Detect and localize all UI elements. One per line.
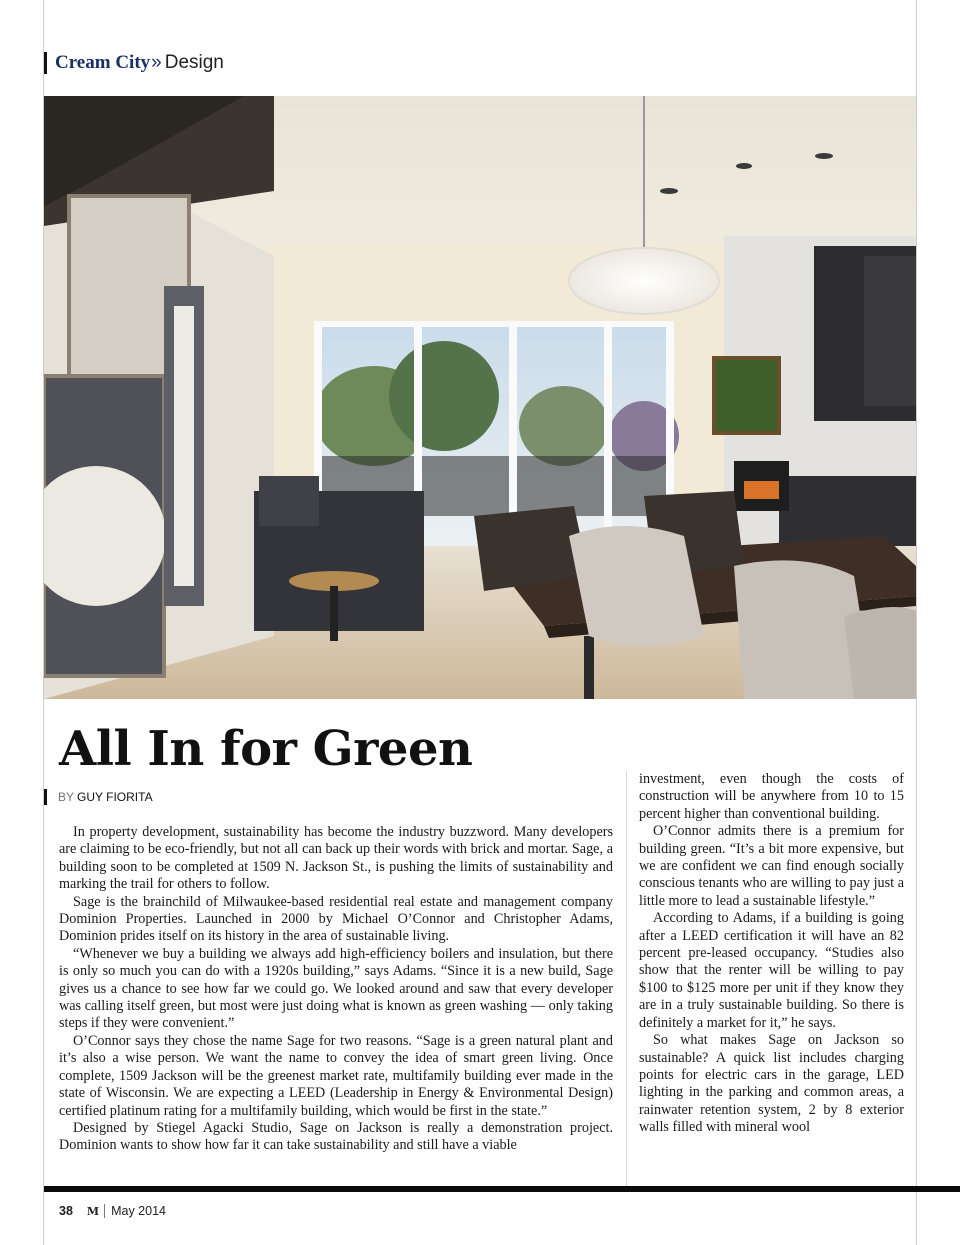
article-column-left xyxy=(59,824,613,1155)
paragraph: “Whenever we buy a building we always add high-efficiency boilers and insulation, but there is only so much you can do with a 1920s building,” says Adams. “Since it is a new build, Sage gives us a chance to see how far we could go. We looked around and saw that every developer was calling itself green, but most were just doing what is known as green washing — only taking steps if they were convenient.” xyxy=(59,945,613,1032)
section-separator: » xyxy=(151,52,162,73)
byline-prefix: BY xyxy=(58,790,75,804)
byline-bar xyxy=(44,789,47,805)
paragraph: Designed by Stiegel Agacki Studio, Sage on Jackson is really a demonstration project. Dominion wants to show how far it can take sustainability and still have a viable xyxy=(59,1119,613,1154)
footer-separator xyxy=(104,1204,105,1218)
section-brand: Cream City xyxy=(55,52,151,73)
byline-author: GUY FIORITA xyxy=(77,790,153,804)
page-number: 38 xyxy=(59,1204,73,1218)
article-column-right xyxy=(639,771,904,1137)
page-footer xyxy=(59,1202,166,1220)
byline xyxy=(44,788,153,806)
section-header xyxy=(44,50,224,76)
magazine-logo: M xyxy=(86,1204,100,1218)
paragraph: O’Connor says they chose the name Sage for two reasons. “Sage is a green natural plant and it’s also a wise person. We want the name to convey the idea of smart green living. Once complete, 1509 Jackson will be the greenest market rate, multifamily building ever made in the state of Wisconsin. We are expecting a LEED (Leadership in Energy & Environmental Design) certified platinum rating for a multifamily building, which would be first in the state.” xyxy=(59,1032,613,1119)
paragraph: So what makes Sage on Jackson so sustainable? A quick list includes charging points for electric cars in the garage, LED lighting in the parking and common areas, a rainwater retention system, 2 by 8 exterior walls filled with mineral wool xyxy=(639,1032,904,1136)
paragraph: In property development, sustainability has become the industry buzzword. Many developers are claiming to be eco-friendly, but not all can back up their words with brick and mortar. Sage, a building soon to be completed at 1509 N. Jackson St., is pushing the limits of sustainability and marking the trail for others to follow. xyxy=(59,824,613,893)
paragraph: O’Connor admits there is a premium for building green. “It’s a bit more expensive, but we are confident we can find enough socially conscious tenants who are willing to pay just a little more to lead a sustainable lifestyle.” xyxy=(639,823,904,909)
footer-rule xyxy=(44,1186,960,1192)
column-divider xyxy=(626,771,627,1187)
section-bar xyxy=(44,52,47,74)
paragraph: investment, even though the costs of construction will be anywhere from 10 to 15 percent higher than conventional building. xyxy=(639,771,904,822)
section-name: Design xyxy=(164,52,224,73)
paragraph: According to Adams, if a building is going after a LEED certification it will have an 82 percent pre-leased occupancy. “Studies also show that the renter will be willing to pay $100 to $125 more per unit if they know they are in a truly sustainable building. So there is definitely a market for it,” he says. xyxy=(639,910,904,1031)
issue-date: May 2014 xyxy=(111,1204,166,1218)
article-headline: All In for Green xyxy=(59,721,473,777)
paragraph: Sage is the brainchild of Milwaukee-based residential real estate and management company Dominion Properties. Launched in 2000 by Michael O’Connor and Christopher Adams, Dominion prides itself on its history in the area of sustainable living. xyxy=(59,893,613,945)
hero-image xyxy=(44,96,916,699)
